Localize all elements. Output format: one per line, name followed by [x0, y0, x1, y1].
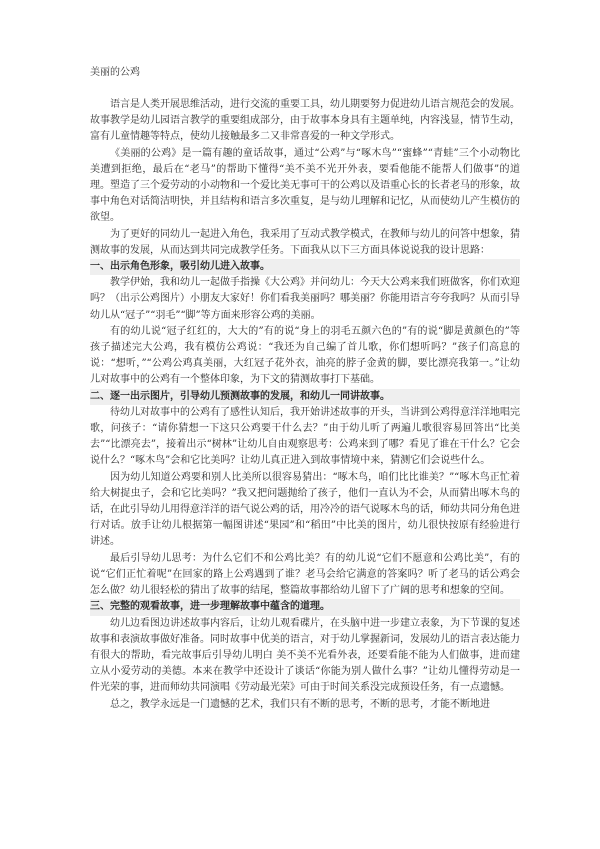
- section-paragraph: 有的幼儿说“冠子红红的，大大的”有的说“身上的羽毛五颜六色的”有的说“脚是黄颜色的”等孩子描述完大公鸡，我有模仿公鸡说：“我还为自己编了首儿歌，你们想听吗？”孩子们高息的说：“想听，”“公鸡公鸡真美丽，大红冠子花外衣，油亮的脖子金黄的脚，要比漂亮我第一。”让幼儿对故事中的公鸡有一个整体印象，为下文的猜测故事打下基础。: [90, 325, 520, 386]
- section-heading: 三、完整的观看故事，进一步理解故事中蕴含的道理。: [90, 599, 520, 615]
- section-paragraph: 教学伊始，我和幼儿一起做手指操《大公鸡》并问幼儿：今天大公鸡来我们班做客，你们欢迎吗？（出示公鸡图片）小朋友大家好！你们看我美丽吗？哪美丽？你能用语言夸夸我吗？从而引导幼儿从“冠子”“羽毛”“脚”等方面来形容公鸡的美丽。: [90, 277, 520, 321]
- section-paragraph: 待幼儿对故事中的公鸡有了感性认知后，我开始讲述故事的开头，当讲到公鸡得意洋洋地唱完歌，问孩子：“请你猜想一下这只公鸡要干什么去？”由于幼儿听了两遍儿歌很容易回答出“比美去”“比漂亮去”，接着出示“树林”让幼儿自由观察思考：公鸡来到了哪？看见了谁在干什么？它会说什么？“啄木鸟”会和它比美吗？让幼儿真正进入到故事情境中来，猜测它们会说些什么。: [90, 406, 520, 467]
- intro-paragraph: 语言是人类开展思维活动，进行交流的重要工具，幼儿期要努力促进幼儿语言规范会的发展。故事教学是幼儿园语言教学的重要组成部分，由于故事本身具有主题单纯，内容浅显，情节生动，富有儿童情趣等特点，使幼儿接触最多二又非常喜爱的一种文学形式。: [90, 99, 520, 143]
- intro-paragraph: 为了更好的同幼儿一起进入角色，我采用了互动式教学模式，在教师与幼儿的问答中想象，猜测故事的发展，从而达到共同完成教学任务。下面我从以下三方面具体说说我的设计思路：: [90, 228, 520, 256]
- section-paragraph: 幼儿边看图边讲述故事内容后，让幼儿观看碟片，在头脑中进一步建立表象，为下节课的复述故事和表演故事做好准备。同时故事中优美的语言，对于幼儿掌握新词，发展幼儿的语言表达能力有很大的帮助，看完故事后引导幼儿明白 美不美不光看外表，还要看能不能为人们做事，进而建立从小爱劳动的美德。本来在教学中还设计了谈话“你能为别人做什么事？”让幼儿懂得劳动是一件光荣的事，进而师幼共同演唱《劳动最光荣》可由于时间关系没完成预设任务，有一点遗憾。: [90, 617, 520, 694]
- intro-paragraph: 《美丽的公鸡》是一篇有趣的童话故事，通过“公鸡”与“啄木鸟”“蜜蜂”“青蛙”三个小动物比美遭到拒绝，最后在“老马”的帮助下懂得“美不美不光开外表，要看他能不能帮人们做事”的道理。塑造了三个爱劳动的小动物和一个爱比美无事可干的公鸡以及语重心长的长者老马的形象，故事中角色对话简洁明快，并且结构和语言多次重复，是与幼儿理解和记忆，从而使幼儿产生模仿的欲望。: [90, 147, 520, 224]
- document-title: 美丽的公鸡: [90, 67, 140, 78]
- section-paragraph: 最后引导幼儿思考：为什么它们不和公鸡比美？有的幼儿说“它们不愿意和公鸡比美”，有的说“它们正忙着呢”在回家的路上公鸡遇到了谁？老马会给它满意的答案吗？听了老马的话公鸡会怎么做？幼儿很轻松的猜出了故事的结尾，整篇故事都给幼儿留下了广阔的思考和想象的空间。: [90, 552, 520, 597]
- document-body: [90, 97, 520, 713]
- section-paragraph: 因为幼儿知道公鸡要和别人比美所以很容易猜出：“啄木鸟，咱们比比谁美？”“啄木鸟正忙着给大树捉虫子，会和它比美吗？”我又把问题抛给了孩子，他们一直认为不会，从而猜出啄木鸟的话，在此引导幼儿用得意洋洋的语气说公鸡的话，用冷冷的语气说啄木鸟的话，师幼共同分角色进行对话。放手让幼儿根据第一幅图讲述“果园”和“稻田”中比美的图片，幼儿很快按原有经验进行讲述。: [90, 471, 520, 548]
- section-heading: 一、出示角色形象，吸引幼儿进入故事。: [90, 259, 520, 275]
- section-paragraph: 总之，教学永远是一门遗憾的艺术，我们只有不断的思考，不断的思考，才能不断地进: [110, 698, 490, 710]
- section-heading: 二、逐一出示图片，引导幼儿预测故事的发展，和幼儿一同讲故事。: [90, 389, 520, 405]
